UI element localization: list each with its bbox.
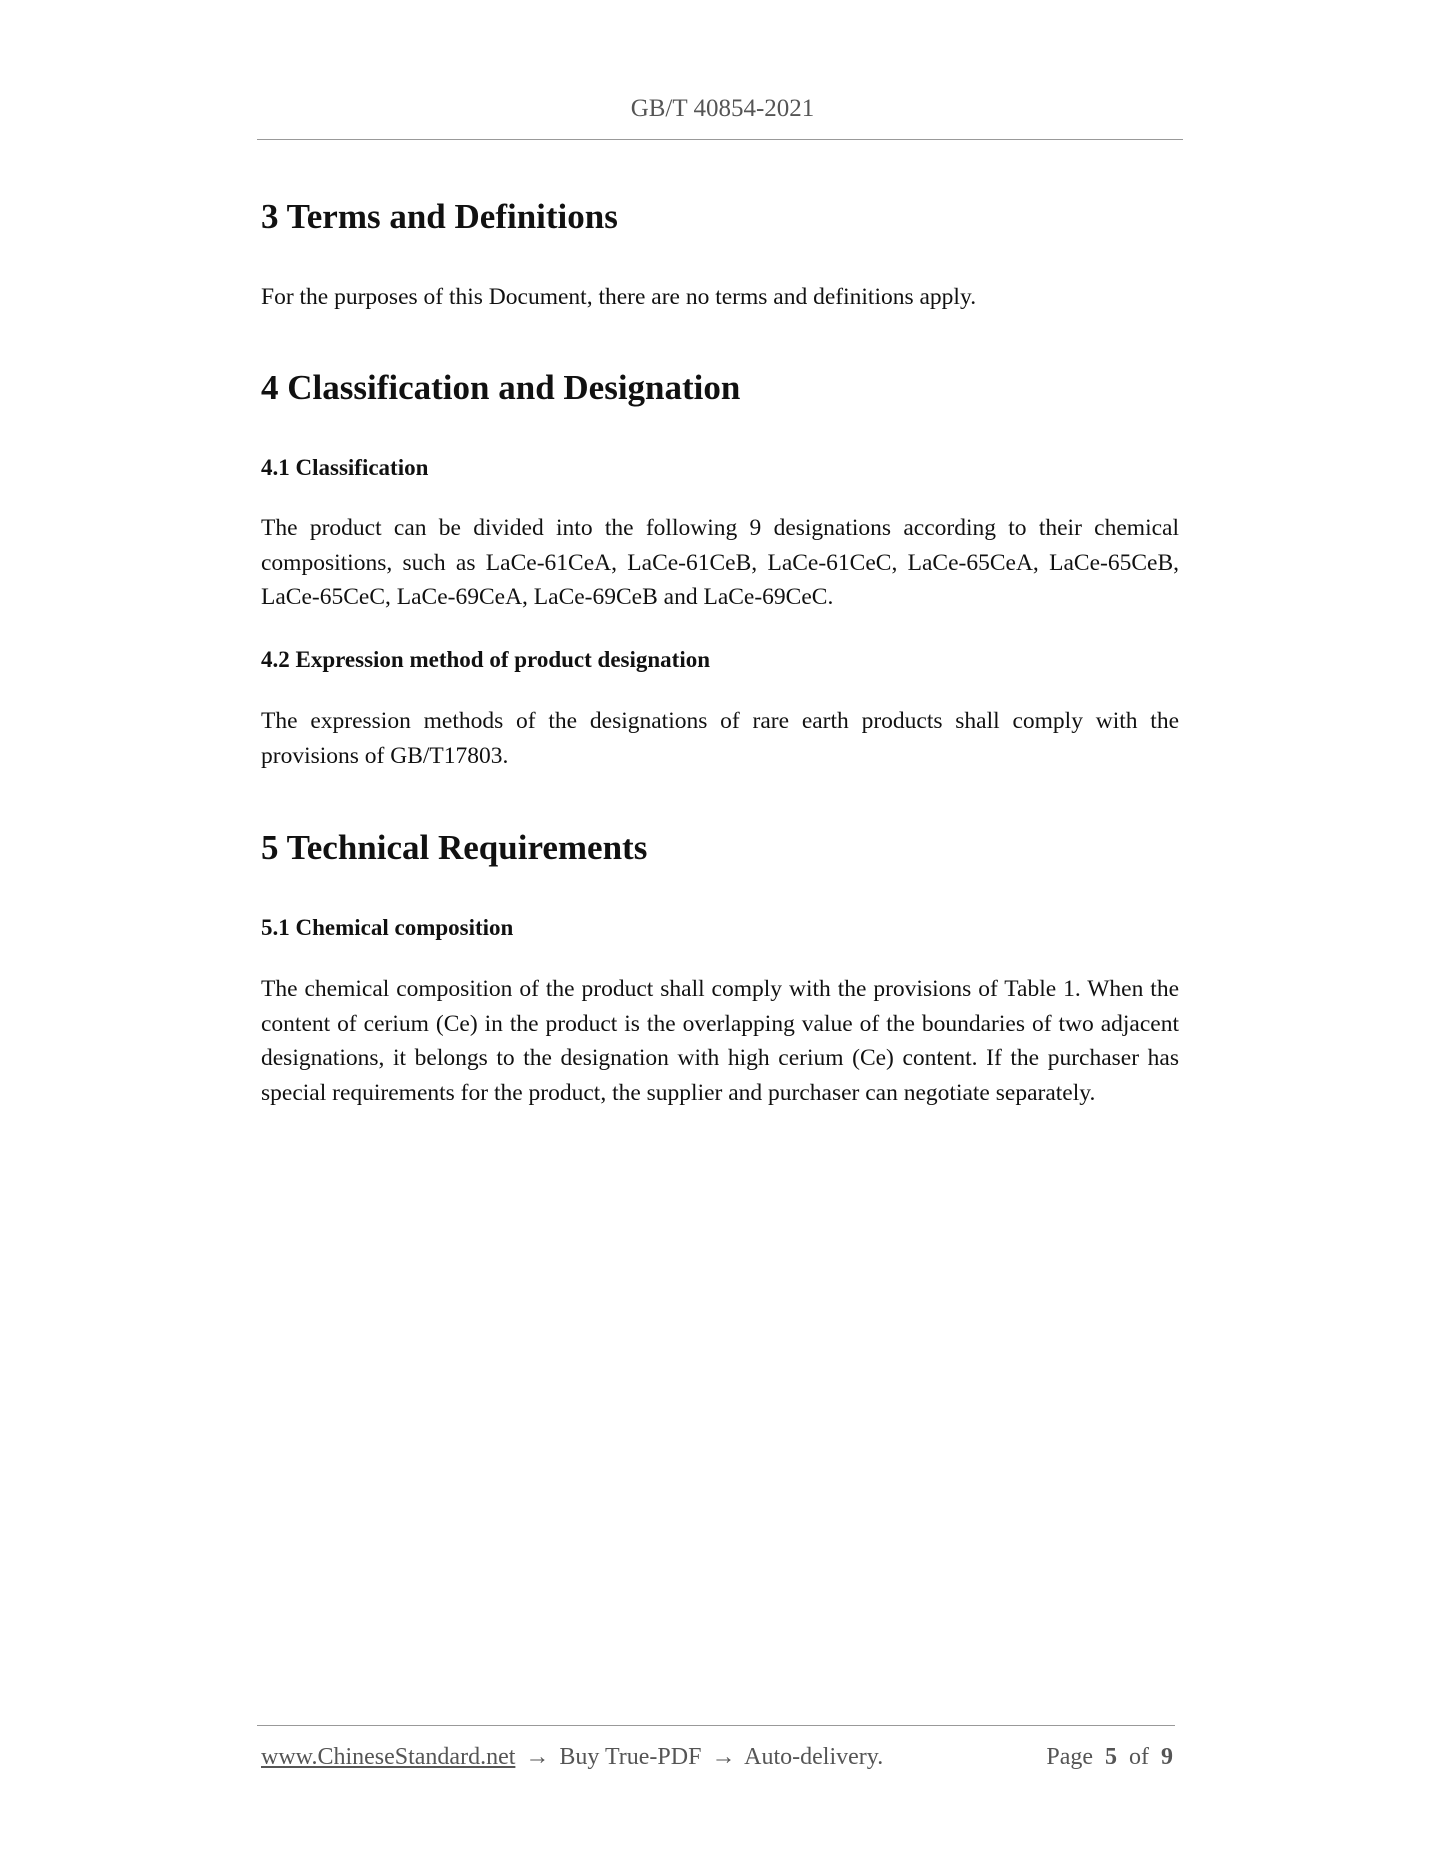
section-4-2-text: The expression methods of the designations of rare earth products shall comply with the provisions of GB/T17803. bbox=[261, 708, 1179, 769]
section-4-2-heading: 4.2 Expression method of product designation bbox=[261, 647, 710, 672]
section-4-heading: 4 Classification and Designation bbox=[261, 368, 741, 407]
section-4-1-heading: 4.1 Classification bbox=[261, 455, 429, 480]
document-code-header: GB/T 40854-2021 bbox=[630, 95, 815, 122]
buy-pdf-text: Buy True-PDF bbox=[559, 1744, 702, 1770]
page-total: 9 bbox=[1161, 1744, 1173, 1770]
footer-promo bbox=[261, 1742, 883, 1772]
section-5-1-text: The chemical composition of the product shall comply with the provisions of Table 1. When the content of cerium (Ce) in the product is the overlapping value of the boundaries of two adjacent designations, it belongs to the designation with high cerium (Ce) content. If the purchaser has special requirements for the product, the supplier and purchaser can negotiate separately. bbox=[261, 976, 1179, 1106]
section-5-heading: 5 Technical Requirements bbox=[261, 828, 648, 867]
section-5-1-heading: 5.1 Chemical composition bbox=[261, 915, 514, 940]
header-divider bbox=[257, 139, 1183, 140]
page-current: 5 bbox=[1105, 1744, 1117, 1770]
section-4-1-text: The product can be divided into the following 9 designations according to their chemical compositions, such as LaCe-61CeA, LaCe-61CeB, LaCe-61CeC, LaCe-65CeA, LaCe-65CeB, LaCe-65CeC, LaCe-69CeA, LaCe-69CeB and LaCe-69CeC. bbox=[261, 515, 1179, 610]
website-link[interactable]: www.ChineseStandard.net bbox=[261, 1744, 516, 1770]
page-of-label: of bbox=[1129, 1744, 1149, 1770]
footer-divider bbox=[257, 1725, 1175, 1726]
section-3-heading: 3 Terms and Definitions bbox=[261, 197, 618, 236]
section-3-text: For the purposes of this Document, there are no terms and definitions apply. bbox=[261, 284, 977, 310]
page-label: Page bbox=[1046, 1744, 1093, 1770]
arrow-right-icon: → bbox=[711, 1744, 736, 1770]
page-number bbox=[1046, 1742, 1173, 1772]
arrow-right-icon: → bbox=[525, 1744, 550, 1770]
auto-delivery-text: Auto-delivery. bbox=[744, 1744, 884, 1770]
